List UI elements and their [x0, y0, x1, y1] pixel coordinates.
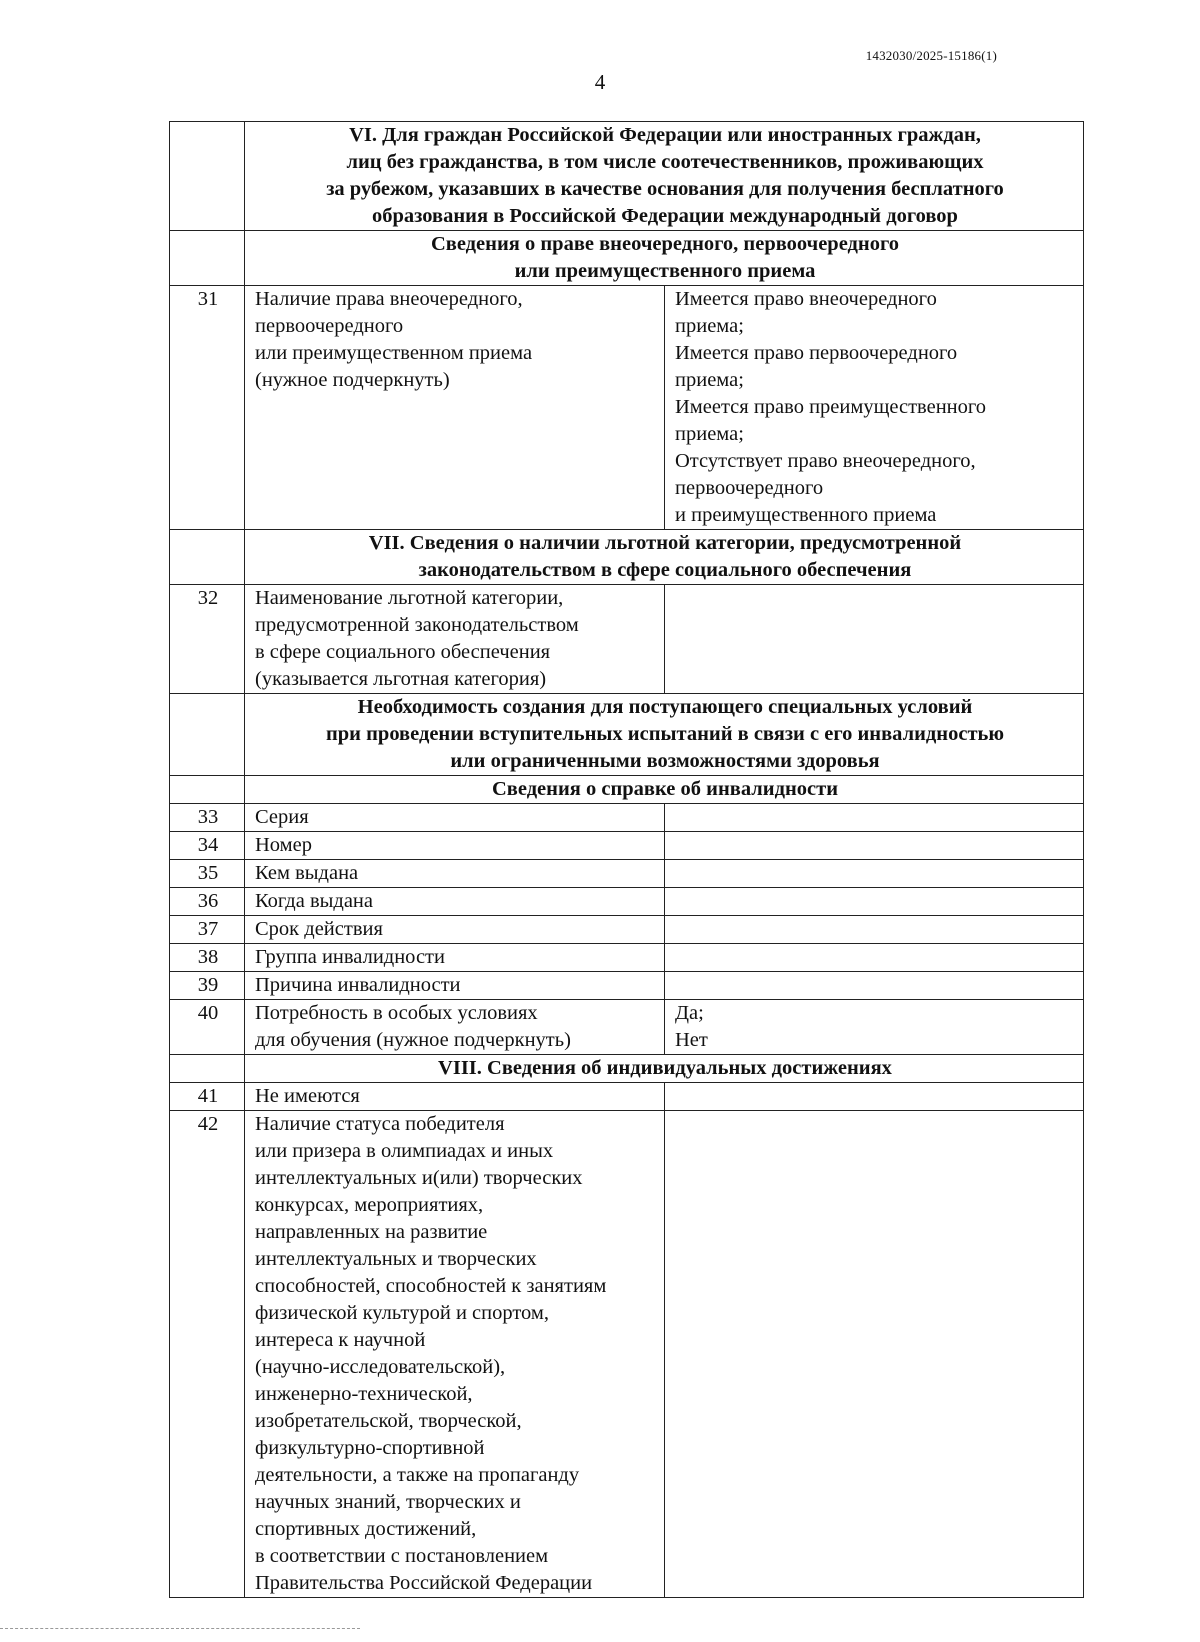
- validity-period-label: Срок действия: [245, 916, 665, 944]
- disability-cause-value[interactable]: [665, 972, 1084, 1000]
- section-6-title: VI. Для граждан Российской Федерации или иностранных граждан, лиц без гражданства, в том числе соотечественников, проживающих за рубежом, указавших в качестве основания для получения бесплатного образования в Российской Федерации международный договор: [245, 122, 1084, 231]
- document-id: 1432030/2025-15186(1): [865, 48, 997, 63]
- special-needs-label: Потребность в особых условиях для обучения (нужное подчеркнуть): [245, 1000, 665, 1055]
- table-row: [170, 1000, 1084, 1055]
- section-6-num-cell: [170, 122, 245, 231]
- priority-right-options: [665, 286, 1084, 530]
- table-row: [170, 832, 1084, 860]
- issue-date-label: Когда выдана: [245, 888, 665, 916]
- table-row: [170, 1083, 1084, 1111]
- row-number: 34: [170, 832, 245, 860]
- row-number: 35: [170, 860, 245, 888]
- no-achievements-value[interactable]: [665, 1083, 1084, 1111]
- special-conditions-header-row: [170, 694, 1084, 776]
- page-number: 4: [594, 70, 606, 94]
- certificate-number-value[interactable]: [665, 832, 1084, 860]
- certificate-number-label: Номер: [245, 832, 665, 860]
- disability-certificate-header-row: [170, 776, 1084, 804]
- option-no[interactable]: Нет: [675, 1029, 708, 1051]
- section-7-title: VII. Сведения о наличии льготной категории, предусмотренной законодательством в сфере социального обеспечения: [245, 530, 1084, 585]
- table-row: [170, 944, 1084, 972]
- row-number: 32: [170, 585, 245, 694]
- disability-certificate-subtitle: Сведения о справке об инвалидности: [245, 776, 1084, 804]
- special-needs-options: [665, 1000, 1084, 1055]
- disability-certificate-num-cell: [170, 776, 245, 804]
- issue-date-value[interactable]: [665, 888, 1084, 916]
- special-conditions-title: Необходимость создания для поступающего специальных условий при проведении вступительных испытаний в связи с его инвалидностью или ограниченными возможностями здоровья: [245, 694, 1084, 776]
- no-achievements-label: Не имеются: [245, 1083, 665, 1111]
- application-form-table: [169, 121, 1084, 1598]
- section-8-title: VIII. Сведения об индивидуальных достижениях: [245, 1055, 1084, 1083]
- issued-by-value[interactable]: [665, 860, 1084, 888]
- issued-by-label: Кем выдана: [245, 860, 665, 888]
- benefit-category-label: Наименование льготной категории, предусмотренной законодательством в сфере социального обеспечения (указывается льготная категория): [245, 585, 665, 694]
- section-8-num-cell: [170, 1055, 245, 1083]
- priority-right-label: Наличие права внеочередного, первоочередного или преимущественном приема (нужное подчеркнуть): [245, 286, 665, 530]
- benefit-category-value[interactable]: [665, 585, 1084, 694]
- certificate-series-value[interactable]: [665, 804, 1084, 832]
- disability-group-value[interactable]: [665, 944, 1084, 972]
- section-6-header-row: [170, 122, 1084, 231]
- table-row: [170, 804, 1084, 832]
- certificate-series-label: Серия: [245, 804, 665, 832]
- olympiad-winner-label: Наличие статуса победителя или призера в олимпиадах и иных интеллектуальных и(или) творческих конкурсах, мероприятиях, направленных на развитие интеллектуальных и творческих способностей, способностей к занятиям физической культурой и спортом, интереса к научной (научно-исследовательской), инженерно-технической, изобретательской, творческой, физкультурно-спортивной деятельности, а также на пропаганду научных знаний, творческих и спортивных достижений, в соответствии с постановлением Правительства Российской Федерации: [245, 1111, 665, 1598]
- priority-admission-subtitle: Сведения о праве внеочередного, первоочередного или преимущественного приема: [245, 231, 1084, 286]
- table-row: [170, 860, 1084, 888]
- option-preferential[interactable]: Имеется право преимущественного приема;: [675, 396, 987, 445]
- row-number: 38: [170, 944, 245, 972]
- validity-period-value[interactable]: [665, 916, 1084, 944]
- option-yes[interactable]: Да;: [675, 1002, 704, 1024]
- disability-group-label: Группа инвалидности: [245, 944, 665, 972]
- olympiad-winner-value[interactable]: [665, 1111, 1084, 1598]
- scan-edge-rule: [0, 1628, 360, 1629]
- special-conditions-num-cell: [170, 694, 245, 776]
- section-6-sub-num-cell: [170, 231, 245, 286]
- section-7-header-row: [170, 530, 1084, 585]
- option-first-priority[interactable]: Имеется право первоочередного приема;: [675, 342, 958, 391]
- table-row: [170, 1111, 1084, 1598]
- row-number: 36: [170, 888, 245, 916]
- option-none[interactable]: Отсутствует право внеочередного, первоочередного и преимущественного приема: [675, 450, 976, 526]
- section-6-subheader-row: [170, 231, 1084, 286]
- row-number: 41: [170, 1083, 245, 1111]
- table-row: [170, 916, 1084, 944]
- row-number: 40: [170, 1000, 245, 1055]
- table-row: [170, 286, 1084, 530]
- row-number: 31: [170, 286, 245, 530]
- row-number: 33: [170, 804, 245, 832]
- row-number: 39: [170, 972, 245, 1000]
- section-7-num-cell: [170, 530, 245, 585]
- table-row: [170, 972, 1084, 1000]
- row-number: 42: [170, 1111, 245, 1598]
- table-row: [170, 585, 1084, 694]
- disability-cause-label: Причина инвалидности: [245, 972, 665, 1000]
- table-row: [170, 888, 1084, 916]
- row-number: 37: [170, 916, 245, 944]
- option-extraordinary[interactable]: Имеется право внеочередного приема;: [675, 288, 937, 337]
- section-8-header-row: [170, 1055, 1084, 1083]
